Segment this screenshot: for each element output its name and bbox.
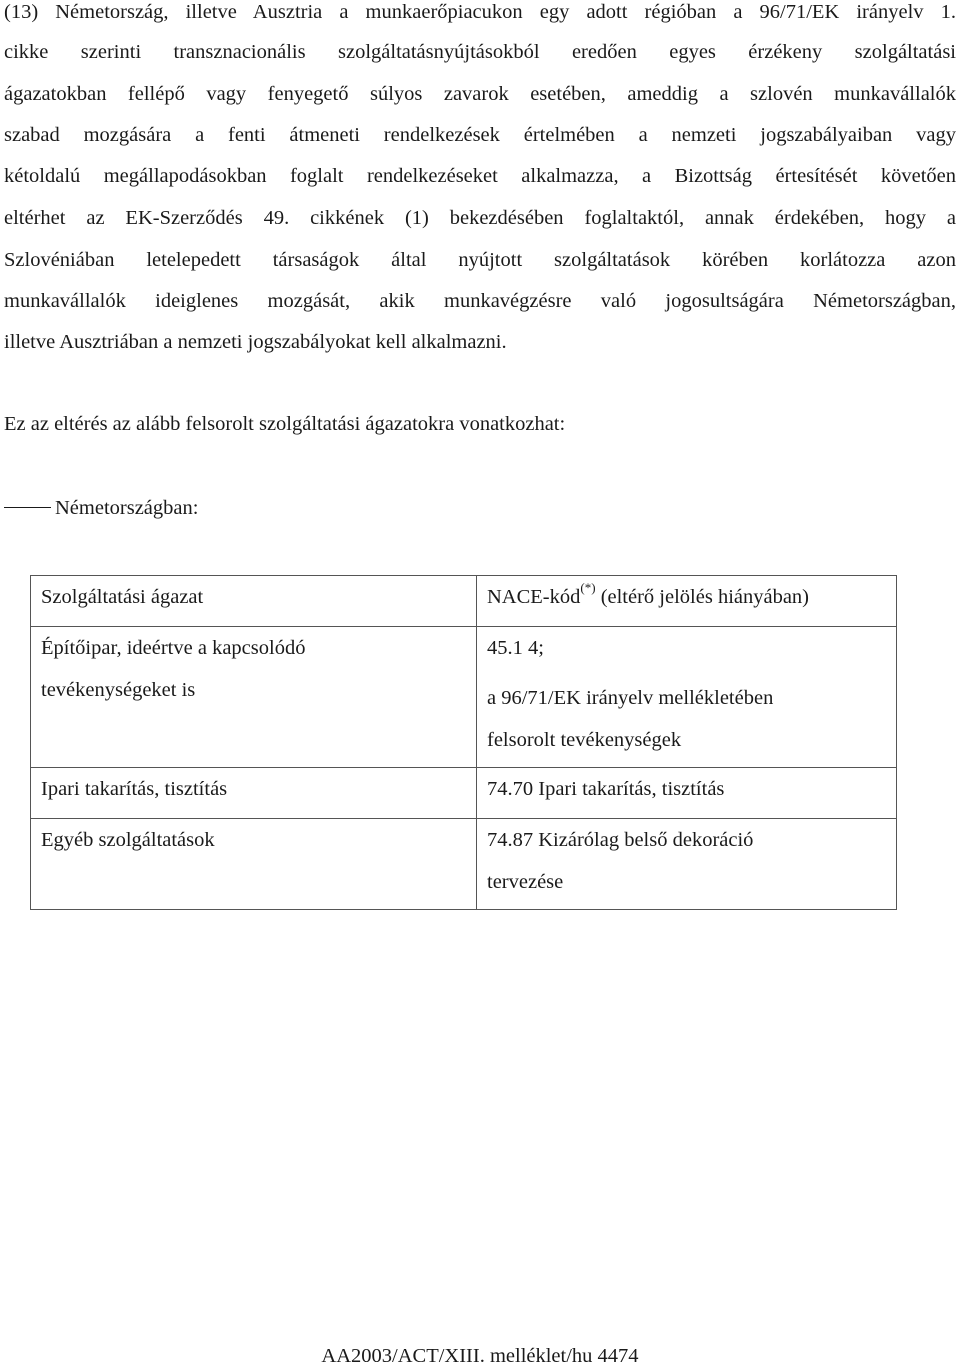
paragraph-line-last: illetve Ausztriában a nemzeti jogszabályokat kell alkalmazni. bbox=[4, 331, 507, 353]
paragraph-line: (13) Németország, illetve Ausztria a munkaerőpiacukon egy adott régióban a 96/71/EK irányelv 1. bbox=[4, 1, 956, 23]
code-line: 74.70 Ipari takarítás, tisztítás bbox=[487, 778, 725, 800]
sector-line: Egyéb szolgáltatások bbox=[41, 829, 215, 851]
country-heading: Németországban: bbox=[55, 497, 199, 519]
intro-text: Ez az eltérés az alább felsorolt szolgáltatási ágazatokra vonatkozhat: bbox=[4, 413, 566, 435]
code-line: 74.87 Kizárólag belső dekoráció bbox=[487, 829, 754, 851]
paragraph-line: eltérhet az EK-Szerződés 49. cikkének (1) bekezdésében foglaltaktól, annak érdekében, hogy a bbox=[4, 207, 956, 229]
paragraph-line: ágazatokban fellépő vagy fenyegető súlyos zavarok esetében, ameddig a szlovén munkavállalók bbox=[4, 83, 956, 105]
table-row bbox=[31, 819, 897, 910]
code-line: a 96/71/EK irányelv mellékletében bbox=[487, 687, 774, 709]
header-cell-sector bbox=[31, 576, 477, 627]
code-cell bbox=[477, 627, 897, 768]
paragraph-line: Szlovéniában letelepedett társaságok által nyújtott szolgáltatások körében korlátozza azon bbox=[4, 249, 956, 271]
country-heading-row bbox=[4, 496, 198, 520]
header-nace-label: NACE-kód bbox=[487, 586, 581, 608]
code-line: felsorolt tevékenységek bbox=[487, 729, 682, 751]
sector-line: Építőipar, ideértve a kapcsolódó bbox=[41, 637, 306, 659]
code-cell bbox=[477, 819, 897, 910]
page-footer: AA2003/ACT/XIII. melléklet/hu 4474 bbox=[321, 1345, 639, 1367]
sector-cell bbox=[31, 819, 477, 910]
sector-table bbox=[30, 575, 897, 910]
header-sector-label: Szolgáltatási ágazat bbox=[41, 586, 204, 608]
paragraph-line: kétoldalú megállapodásokban foglalt rendelkezéseket alkalmazza, a Bizottság értesítését követően bbox=[4, 165, 956, 187]
code-line: tervezése bbox=[487, 871, 564, 893]
header-nace-suffix: (eltérő jelölés hiányában) bbox=[595, 586, 810, 608]
sector-line: Ipari takarítás, tisztítás bbox=[41, 778, 228, 800]
paragraph-line: cikke szerinti transznacionális szolgáltatásnyújtásokból eredően egyes érzékeny szolgáltatási bbox=[4, 41, 956, 63]
code-line: 45.1 4; bbox=[487, 637, 544, 659]
em-dash-line bbox=[4, 507, 51, 508]
footnote-marker: (*) bbox=[580, 580, 596, 596]
table-row bbox=[31, 768, 897, 819]
sector-line: tevékenységeket is bbox=[41, 679, 196, 701]
table-header-row bbox=[31, 576, 897, 627]
sector-cell bbox=[31, 768, 477, 819]
paragraph-line: szabad mozgására a fenti átmeneti rendelkezések értelmében a nemzeti jogszabályaiban vagy bbox=[4, 124, 956, 146]
header-cell-nace bbox=[477, 576, 897, 627]
sector-cell bbox=[31, 627, 477, 768]
table-row bbox=[31, 627, 897, 768]
paragraph-line: munkavállalók ideiglenes mozgását, akik munkavégzésre való jogosultságára Németországban, bbox=[4, 290, 956, 312]
code-cell bbox=[477, 768, 897, 819]
